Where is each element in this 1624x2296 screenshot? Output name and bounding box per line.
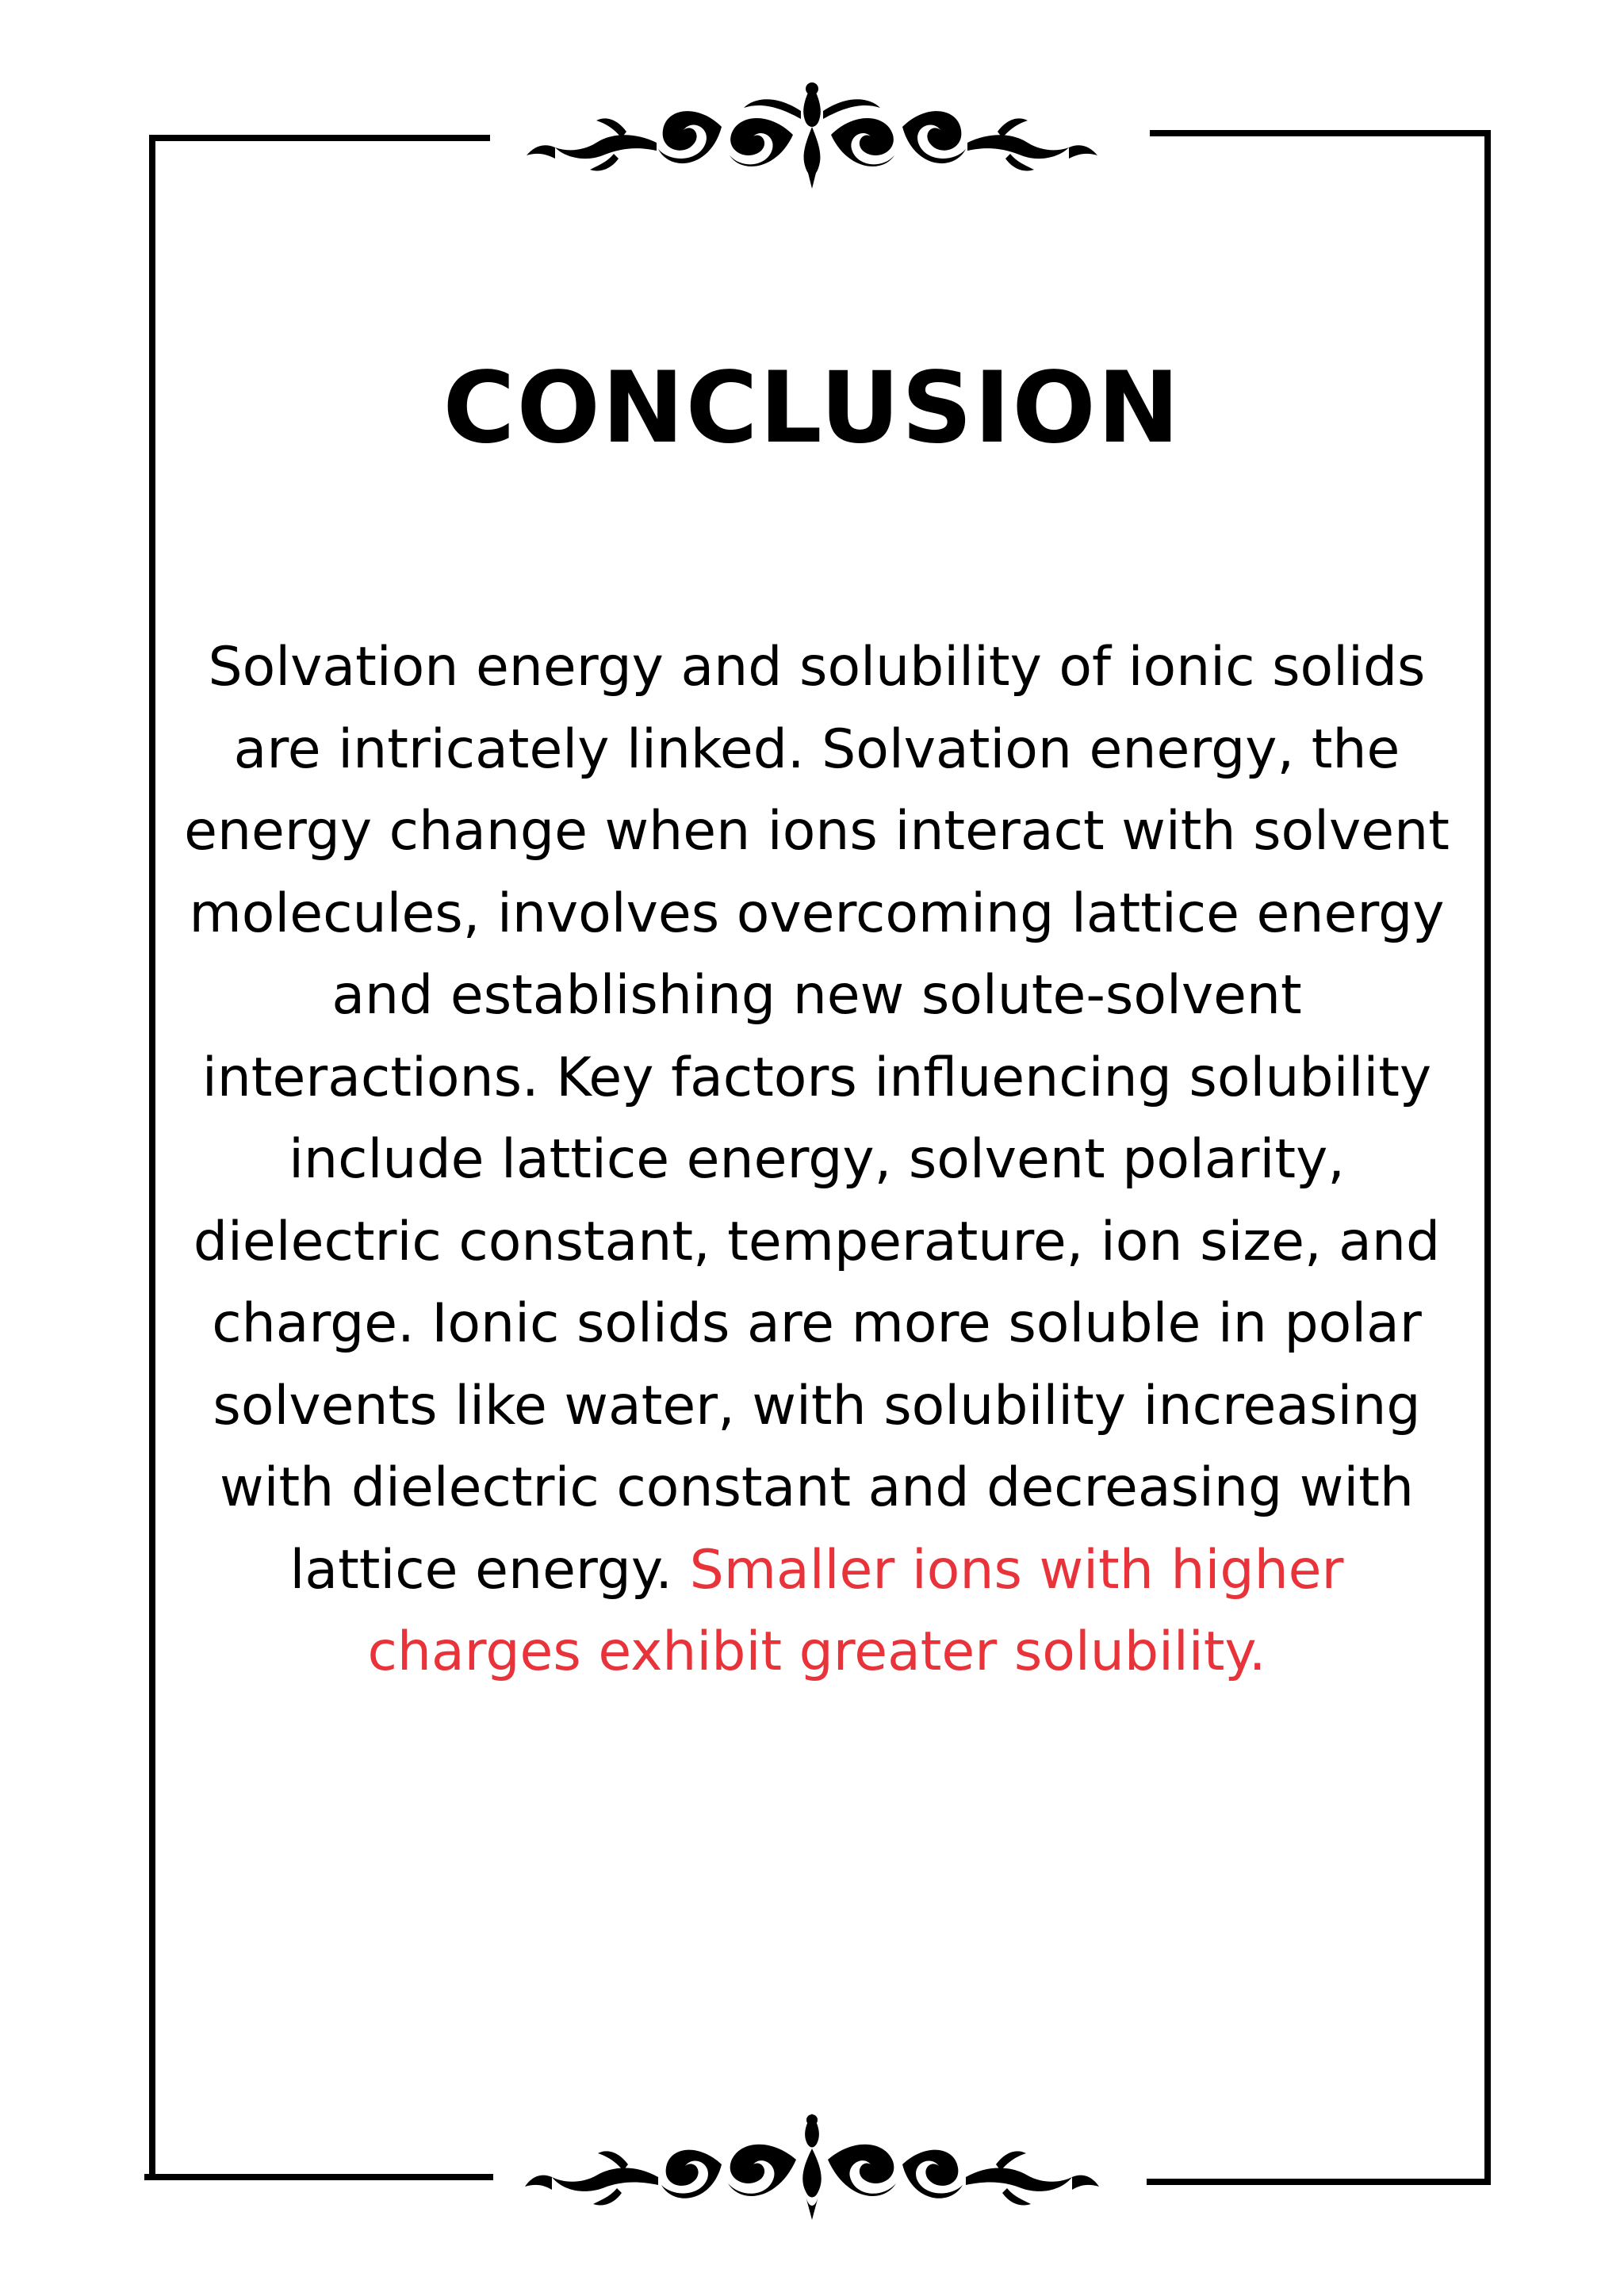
- top-flourish-icon: [523, 79, 1101, 198]
- conclusion-highlight-text: Smaller ions with higher charges exhibit greater solubility.: [367, 1538, 1344, 1683]
- bottom-flourish-icon: [523, 2109, 1101, 2228]
- conclusion-paragraph: [182, 626, 1451, 1693]
- frame-bottom-right-line: [1147, 2179, 1491, 2185]
- frame-top-left-line: [149, 135, 490, 141]
- frame-top-right-line: [1150, 130, 1491, 136]
- conclusion-body-text: Solvation energy and solubility of ionic solids are intricately linked. Solvation energy, the energy change when ions interact with solvent molecules, involves overcoming lattice energy and establishing new solute-solvent interactions. Key factors influencing solubility include lattice energy, solvent polarity, dielectric constant, temperature, ion size, and charge. Ionic solids are more soluble in polar solvents like water, with solubility increasing with dielectric constant and decreasing with lattice energy.: [184, 636, 1450, 1601]
- page-title: CONCLUSION: [442, 351, 1182, 465]
- frame-bottom-left-line: [144, 2174, 493, 2180]
